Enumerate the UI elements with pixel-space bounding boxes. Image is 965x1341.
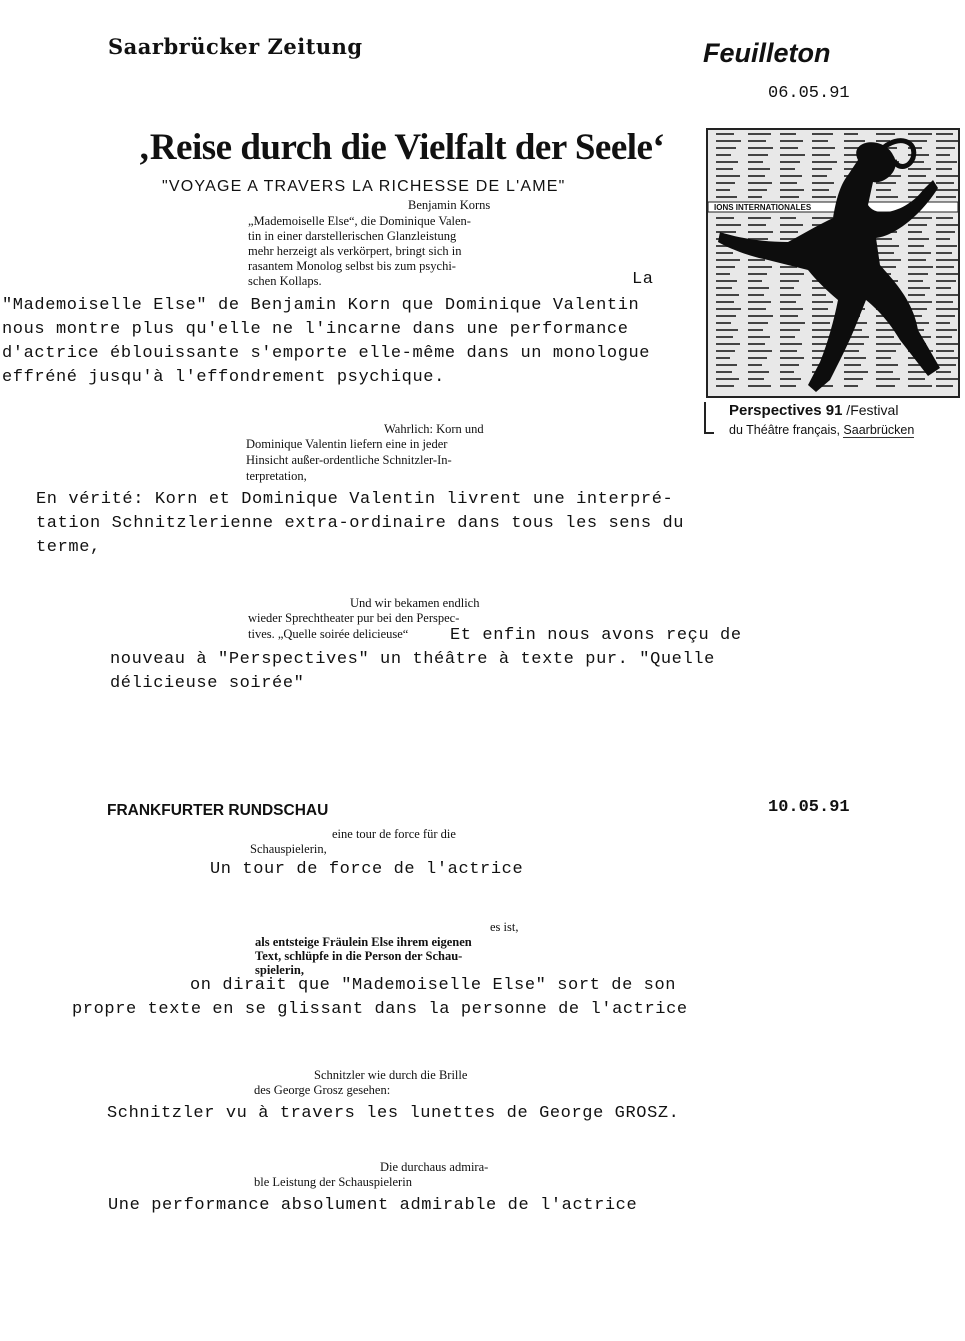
translation-line: terme, — [36, 538, 101, 557]
clipping-line: Dominique Valentin liefern eine in jeder — [246, 437, 448, 451]
quote-line: ble Leistung der Schauspielerin — [254, 1175, 412, 1189]
clipping-line: schen Kollaps. — [248, 274, 322, 288]
translation-line: délicieuse soirée" — [110, 674, 305, 693]
clipping-line: wieder Sprechtheater pur bei den Perspec- — [248, 611, 460, 625]
caption-place: Saarbrücken — [843, 423, 915, 437]
quote-translation: Une performance absolument admirable de l'actrice — [108, 1196, 638, 1215]
translation-line: propre texte en se glissant dans la personne de l'actrice — [72, 1000, 688, 1019]
quote-line: Text, schlüpfe in die Person der Schau- — [255, 949, 463, 963]
translation-line: Et enfin nous avons reçu de — [450, 626, 742, 645]
clipping-line: tives. „Quelle soirée delicieuse“ — [248, 627, 409, 641]
caption-bracket — [704, 402, 714, 434]
caption-venue: du Théâtre français, — [729, 423, 844, 437]
clipping-line: Benjamin Korns — [408, 198, 491, 212]
clipping-line: „Mademoiselle Else“, die Dominique Valen- — [248, 214, 471, 228]
translation-line: nouveau à "Perspectives" un théâtre à texte pur. "Quelle — [110, 650, 715, 669]
table-heading: IONS INTERNATIONALES — [714, 203, 812, 212]
photo-caption — [729, 402, 898, 419]
article-headline: ‚Reise durch die Vielfalt der Seele‘ — [138, 127, 665, 168]
quote-line: als entsteige Fräulein Else ihrem eigenen — [255, 935, 472, 949]
translation-line: tation Schnitzlerienne extra-ordinaire dans tous les sens du — [36, 514, 685, 533]
article-photo — [706, 128, 960, 398]
dancer-illustration — [708, 130, 958, 396]
newspaper-masthead: Saarbrücker Zeitung — [108, 34, 363, 59]
quote-line: Die durchaus admira- — [380, 1160, 489, 1174]
photo-caption-line2 — [729, 423, 914, 437]
clipping-line: Und wir bekamen endlich — [350, 596, 480, 610]
quote-translation: Schnitzler vu à travers les lunettes de George GROSZ. — [107, 1104, 680, 1123]
translation-line: nous montre plus qu'elle ne l'incarne dans une performance — [2, 320, 629, 339]
clipping-line: mehr herzeigt als verkörpert, bringt sich in — [248, 244, 462, 258]
source-date: 10.05.91 — [768, 798, 850, 817]
quote-line: es ist, — [490, 920, 519, 934]
caption-suffix: /Festival — [842, 402, 899, 418]
clipping-line: tin in einer darstellerischen Glanzleistung — [248, 229, 457, 243]
translation-line: effréné jusqu'à l'effondrement psychique. — [2, 368, 445, 387]
translation-line: "Mademoiselle Else" de Benjamin Korn que Dominique Valentin — [2, 296, 640, 315]
section-title: Feuilleton — [703, 38, 831, 68]
caption-festival-name: Perspectives 91 — [729, 402, 843, 419]
quote-line: eine tour de force für die — [332, 827, 456, 841]
quote-translation: Un tour de force de l'actrice — [210, 860, 524, 879]
headline-translation: "VOYAGE A TRAVERS LA RICHESSE DE L'AME" — [162, 178, 566, 195]
quote-line: des George Grosz gesehen: — [254, 1083, 391, 1097]
quote-line: Schnitzler wie durch die Brille — [314, 1068, 468, 1082]
translation-line: La — [632, 270, 654, 289]
publication-date: 06.05.91 — [768, 84, 850, 103]
quote-line: spielerin, — [255, 963, 304, 977]
clipping-line: rasantem Monolog selbst bis zum psychi- — [248, 259, 456, 273]
translation-line: En vérité: Korn et Dominique Valentin livrent une interpré- — [36, 490, 674, 509]
clipping-line: Hinsicht außer-ordentliche Schnitzler-In- — [246, 453, 452, 467]
source-name: FRANKFURTER RUNDSCHAU — [107, 802, 329, 819]
translation-line: on dirait que "Mademoiselle Else" sort de son — [190, 976, 677, 995]
translation-line: d'actrice éblouissante s'emporte elle-même dans un monologue — [2, 344, 651, 363]
clipping-line: terpretation, — [246, 469, 307, 483]
clipping-line: Wahrlich: Korn und — [384, 422, 484, 436]
quote-line: Schauspielerin, — [250, 842, 327, 856]
